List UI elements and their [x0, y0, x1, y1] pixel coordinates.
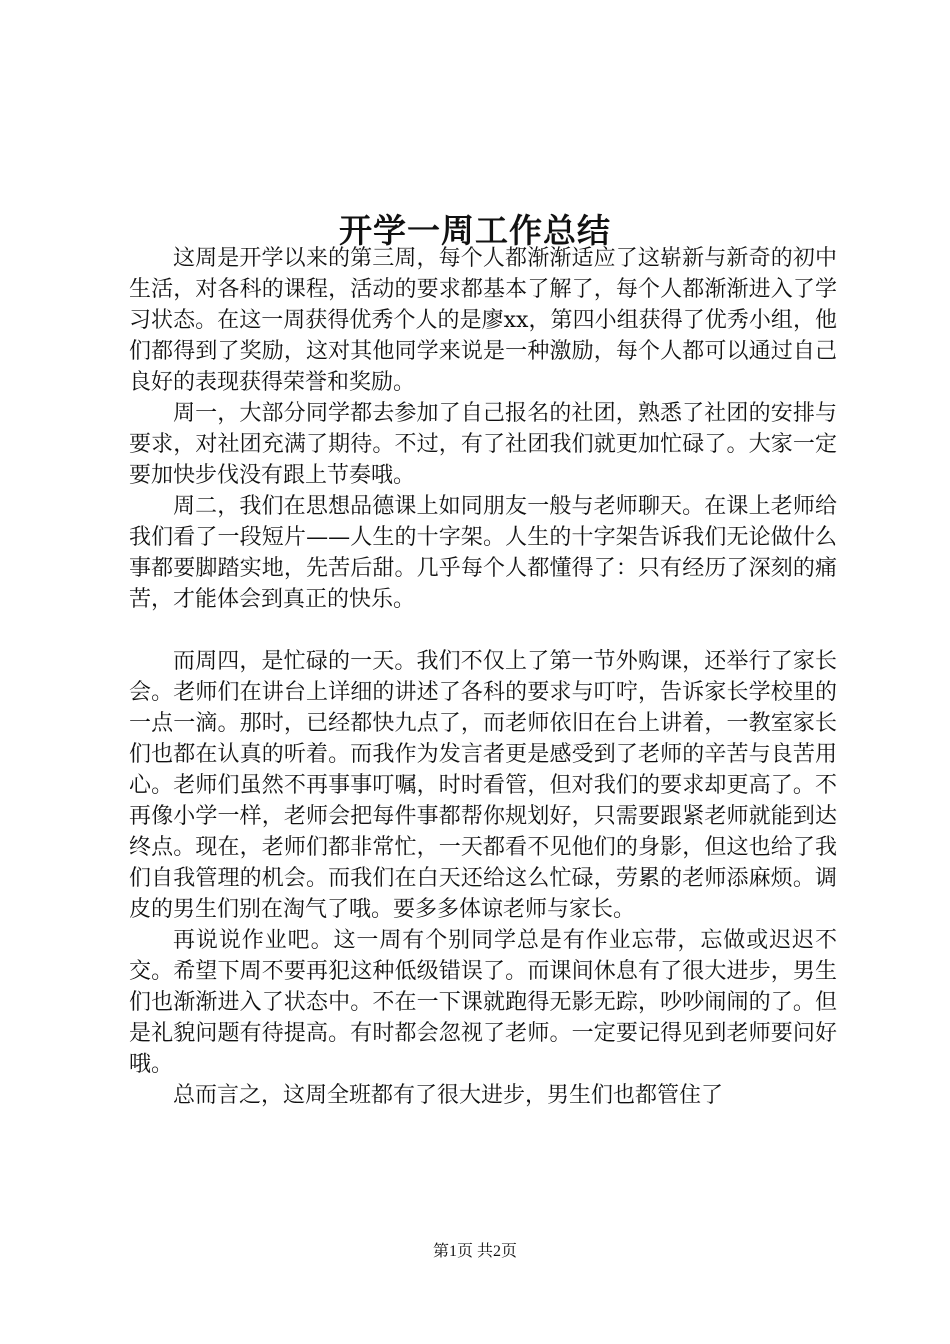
paragraph-homework: 再说说作业吧。这一周有个别同学总是有作业忘带，忘做或迟迟不交。希望下周不要再犯这种低级错误了。而课间休息有了很大进步，男生们也渐渐进入了状态中。不在一下课就跑得无影无踪，吵吵闹闹的了。但是礼貌问题有待提高。有时都会忽视了老师。一定要记得见到老师要问好哦。 [129, 928, 837, 1077]
paragraph-tuesday: 周二，我们在思想品德课上如同朋友一般与老师聊天。在课上老师给我们看了一段短片——人生的十字架。人生的十字架告诉我们无论做什么事都要脚踏实地，先苦后甜。几乎每个人都懂得了：只有经历了深刻的痛苦，才能体会到真正的快乐。 [129, 494, 837, 612]
paragraph-summary: 总而言之，这周全班都有了很大进步，男生们也都管住了 [173, 1083, 724, 1108]
document-title: 开学一周工作总结 [339, 211, 611, 251]
page-number-footer: 第1页 共2页 [432, 1243, 517, 1260]
document-body [129, 243, 837, 1111]
paragraph-thursday: 而周四，是忙碌的一天。我们不仅上了第一节外购课，还举行了家长会。老师们在讲台上详细的讲述了各科的要求与叮咛，告诉家长学校里的一点一滴。那时，已经都快九点了，而老师依旧在台上讲着，一教室家长们也都在认真的听着。而我作为发言者更是感受到了老师的辛苦与良苦用心。老师们虽然不再事事叮嘱，时时看管，但对我们的要求却更高了。不再像小学一样，老师会把每件事都帮你规划好，只需要跟紧老师就能到达终点。现在，老师们都非常忙，一天都看不见他们的身影，但这也给了我们自我管理的机会。而我们在白天还给这么忙碌，劳累的老师添麻烦。调皮的男生们别在淘气了哦。要多多体谅老师与家长。 [129, 649, 837, 922]
paragraph-intro: 这周是开学以来的第三周，每个人都渐渐适应了这崭新与新奇的初中生活，对各科的课程，活动的要求都基本了解了，每个人都渐渐进入了学习状态。在这一周获得优秀个人的是廖xx，第四小组获得了优秀小组，他们都得到了奖励，这对其他同学来说是一种激励，每个人都可以通过自己良好的表现获得荣誉和奖励。 [129, 246, 837, 395]
paragraph-monday: 周一，大部分同学都去参加了自己报名的社团，熟悉了社团的安排与要求，对社团充满了期待。不过，有了社团我们就更加忙碌了。大家一定要加快步伐没有跟上节奏哦。 [129, 401, 837, 488]
